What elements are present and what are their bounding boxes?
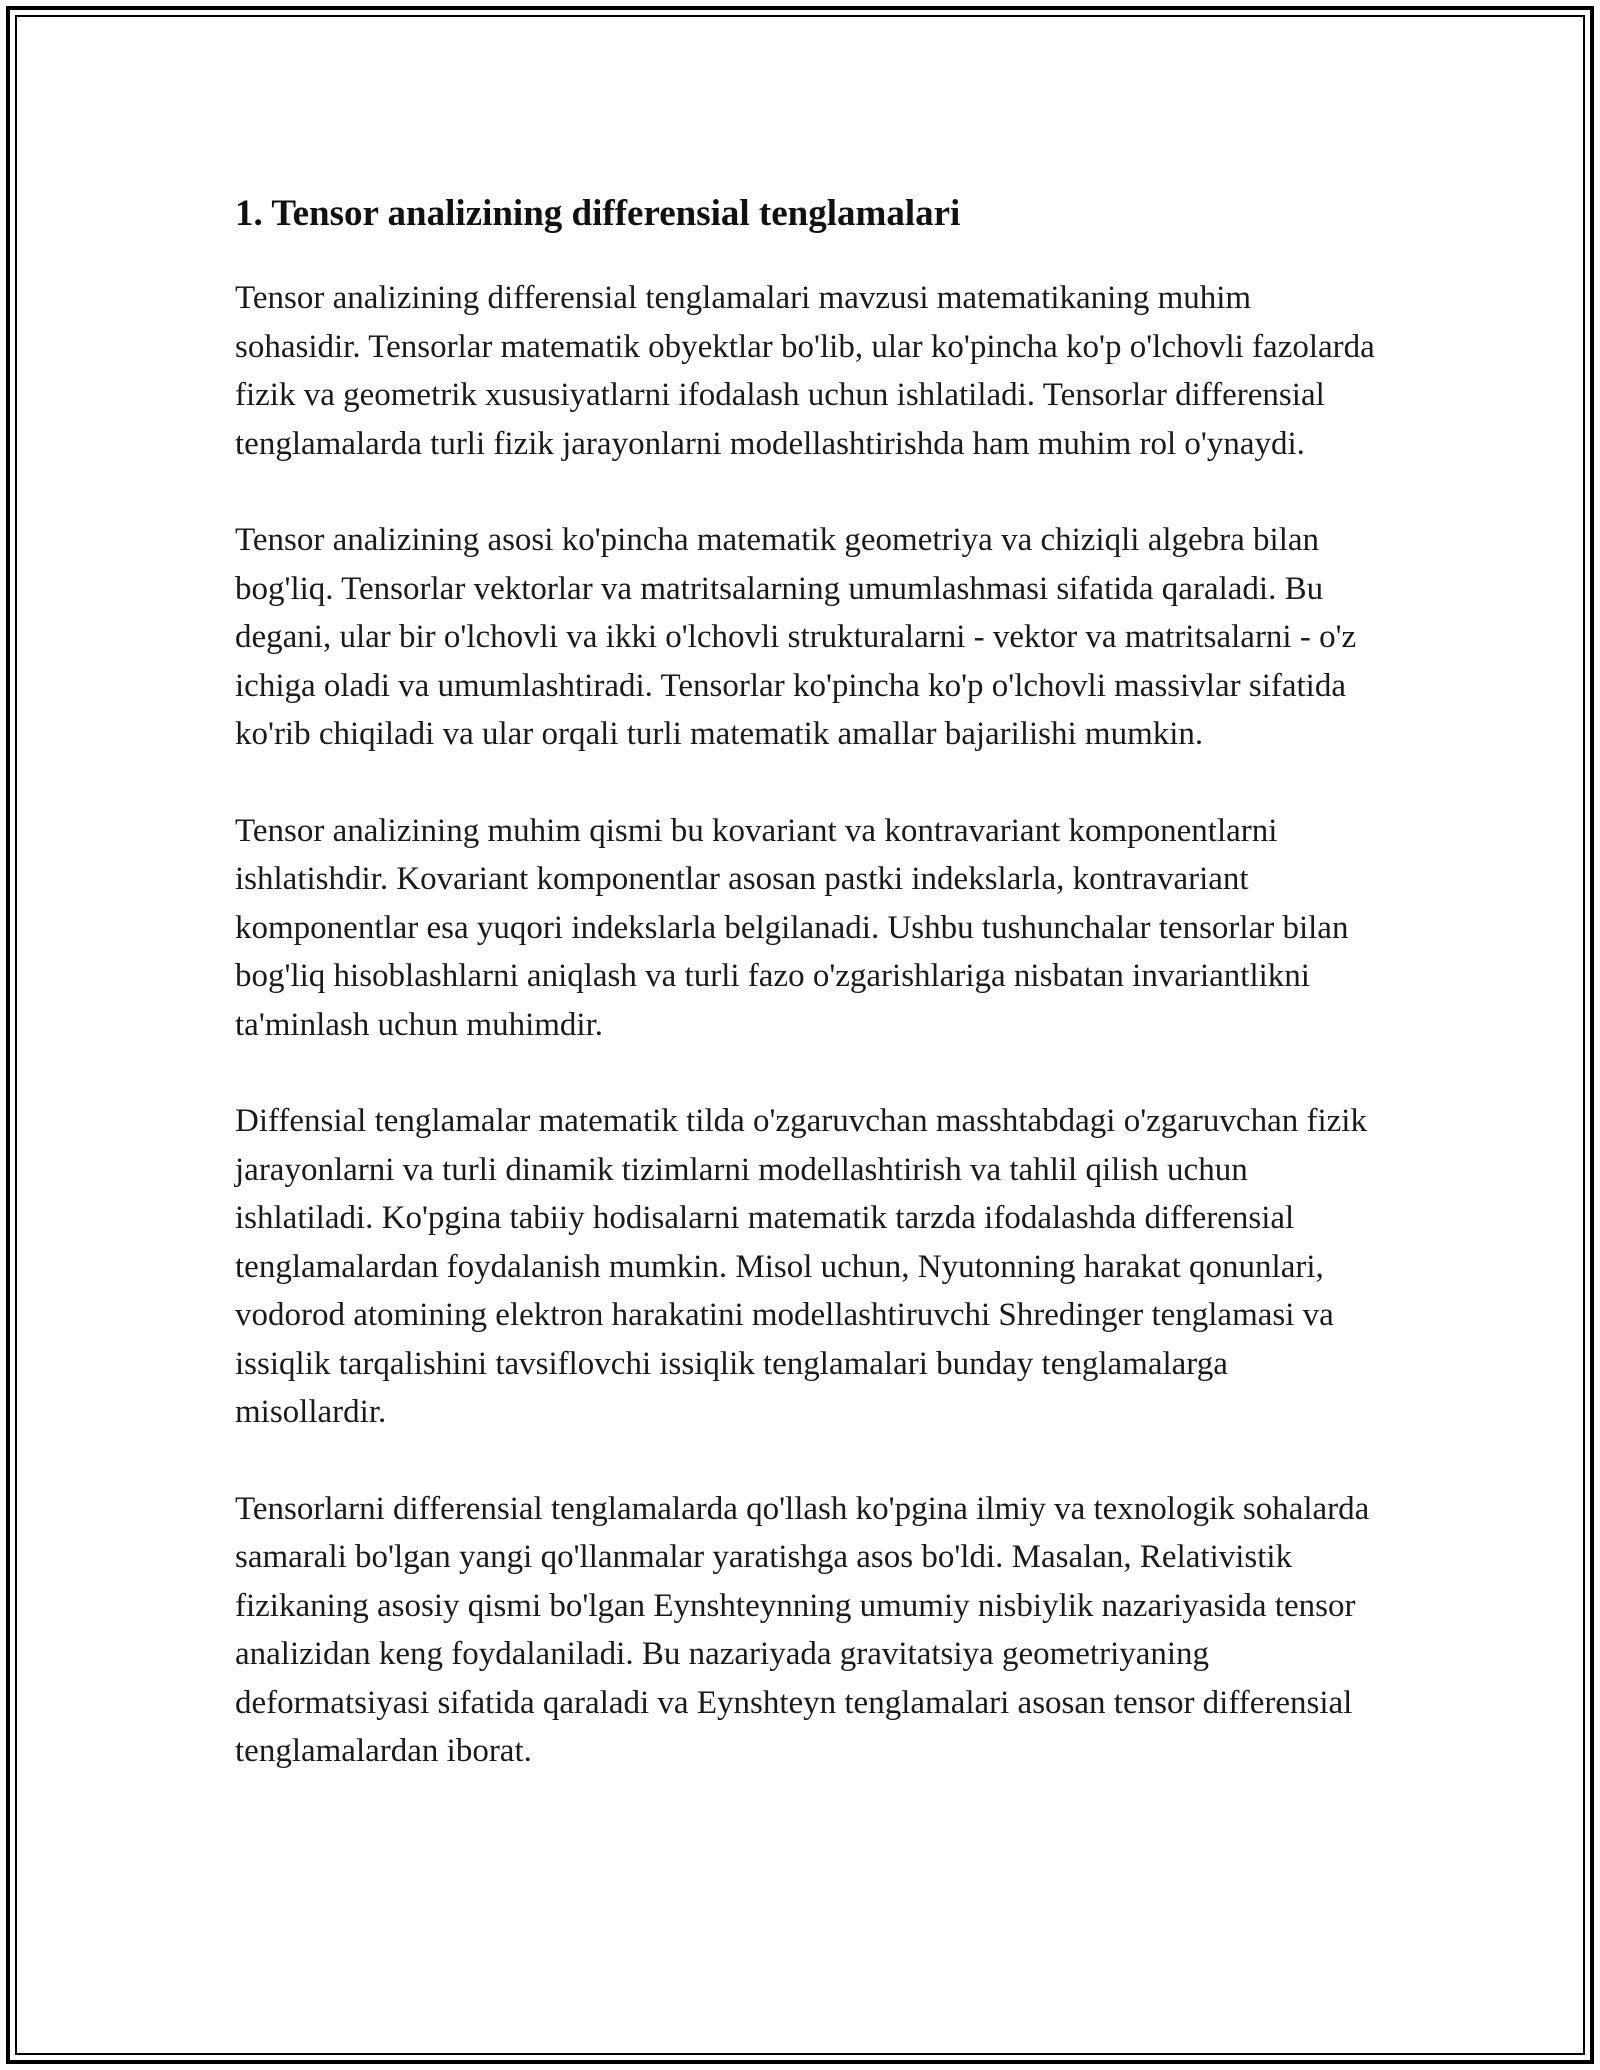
paragraph-1: Tensor analizining differensial tenglamalari mavzusi matematikaning muhim sohasidir. Tensorlar matematik obyektlar bo'lib, ular ko'pincha ko'p o'lchovli fazolarda fizik va geometrik xususiyatlarni ifodalash uchun ishlatiladi. Tensorlar differensial tenglamalarda turli fizik jarayonlarni modellashtirishda ham muhim rol o'ynaydi. <box>235 280 1375 462</box>
paragraph-5: Tensorlarni differensial tenglamalarda qo'llash ko'pgina ilmiy va texnologik sohalarda samarali bo'lgan yangi qo'llanmalar yaratishga asos bo'ldi. Masalan, Relativistik fizikaning asosiy qismi bo'lgan Eynshteynning umumiy nisbiylik nazariyasida tensor analizidan keng foydalaniladi. Bu nazariyada gravitatsiya geometriyaning deformatsiyasi sifatida qaraladi va Eynshteyn tenglamalari asosan tensor differensial tenglamalardan iborat. <box>235 1490 1370 1769</box>
page-title: 1. Tensor analizining differensial tenglamalari <box>235 193 961 234</box>
document-body <box>235 186 1380 1824</box>
paragraph-2: Tensor analizining asosi ko'pincha matematik geometriya va chiziqli algebra bilan bog'liq. Tensorlar vektorlar va matritsalarning umumlashmasi sifatida qaraladi. Bu degani, ular bir o'lchovli va ikki o'lchovli strukturalarni - vektor va matritsalarni - o'z ichiga oladi va umumlashtiradi. Tensorlar ko'pincha ko'p o'lchovli massivlar sifatida ko'rib chiqiladi va ular orqali turli matematik amallar bajarilishi mumkin. <box>235 522 1357 752</box>
paragraph-4: Diffensial tenglamalar matematik tilda o'zgaruvchan masshtabdagi o'zgaruvchan fizik jarayonlarni va turli dinamik tizimlarni modellashtirish va tahlil qilish uchun ishlatiladi. Ko'pgina tabiiy hodisalarni matematik tarzda ifodalashda differensial tenglamalardan foydalanish mumkin. Misol uchun, Nyutonning harakat qonunlari, vodorod atomining elektron harakatini modellashtiruvchi Shredinger tenglamasi va issiqlik tarqalishini tavsiflovchi issiqlik tenglamalari bunday tenglamalarga misollardir. <box>235 1103 1367 1430</box>
paragraph-3: Tensor analizining muhim qismi bu kovariant va kontravariant komponentlarni ishlatishdir. Kovariant komponentlar asosan pastki indekslarla, kontravariant komponentlar esa yuqori indekslarla belgilanadi. Ushbu tushunchalar tensorlar bilan bog'liq hisoblashlarni aniqlash va turli fazo o'zgarishlariga nisbatan invariantlikni ta'minlash uchun muhimdir. <box>235 812 1349 1043</box>
